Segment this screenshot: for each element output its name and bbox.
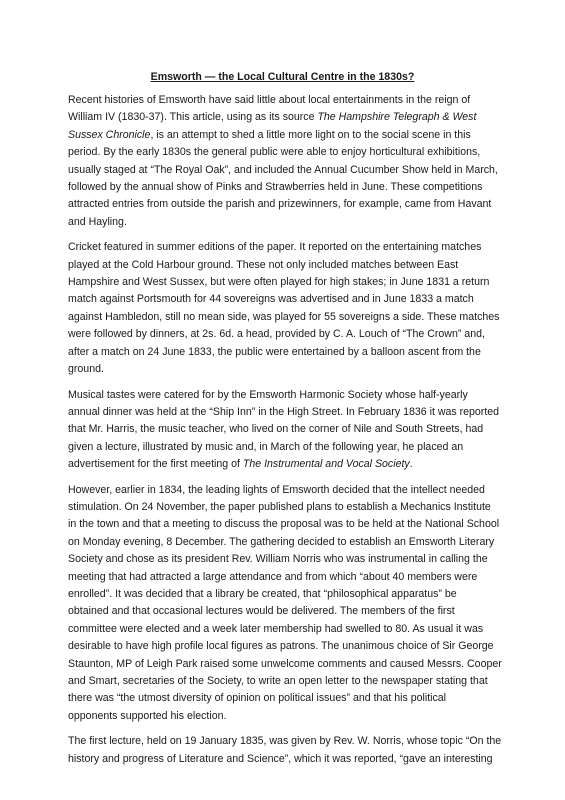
article-title: Emsworth — the Local Cultural Centre in the 1830s? [150, 71, 415, 83]
text-line [68, 344, 497, 361]
text-line [68, 92, 497, 109]
text-segment: usually staged at “The Royal Oak”, and included the Annual Cucumber Show held in March, [68, 163, 498, 176]
text-segment: after a match on 24 June 1833, the public were entertained by a balloon ascent from the [68, 345, 481, 358]
text-line [68, 439, 497, 456]
text-line [68, 239, 497, 256]
text-line [68, 708, 497, 725]
text-line [68, 516, 500, 533]
text-line [68, 127, 497, 144]
text-line [68, 274, 497, 291]
text-segment: , is an attempt to shed a little more light on to the social scene in this [150, 128, 471, 141]
paragraph [68, 387, 500, 474]
text-line [68, 144, 497, 161]
text-line [68, 326, 497, 343]
text-segment: However, earlier in 1834, the leading lights of Emsworth decided that the intellect needed [68, 483, 485, 496]
text-line [68, 421, 497, 438]
text-line [68, 551, 497, 568]
text-line [68, 638, 497, 655]
paragraph [68, 92, 497, 231]
text-line [68, 404, 500, 421]
text-segment: followed by the annual show of Pinks and Strawberries held in June. These competitions [68, 181, 483, 194]
text-line [68, 751, 497, 768]
paragraph [68, 482, 502, 726]
text-segment: obtained and that occasional lectures would be delivered. The members of the first [68, 605, 455, 618]
text-segment: Cricket featured in summer editions of the paper. It reported on the entertaining matches [68, 241, 482, 254]
text-segment: given a lecture, illustrated by music and, in March of the following year, he placed an [68, 440, 464, 453]
text-segment: that Mr. Harris, the music teacher, who lived on the corner of Nile and South Streets, had [68, 423, 484, 436]
text-segment: Musical tastes were catered for by the Emsworth Harmonic Society whose half-yearly [68, 388, 468, 401]
paragraph [68, 733, 502, 768]
text-line [68, 733, 502, 750]
text-segment: opponents supported his election. [68, 709, 227, 722]
text-line [68, 257, 497, 274]
text-segment: on Monday evening, 8 December. The gathering decided to establish an Emsworth Literary [68, 535, 495, 548]
text-line [68, 499, 497, 516]
article-body [68, 92, 502, 768]
text-line [68, 621, 497, 638]
text-line [68, 534, 497, 551]
text-segment: meeting that had attracted a large attendance and from which “about 40 members were [68, 570, 478, 583]
text-line [68, 603, 497, 620]
text-segment: committee were elected and a week later membership had swelled to 80. As usual it was [68, 622, 484, 635]
text-segment: Recent histories of Emsworth have said little about local entertainments in the reign of [68, 94, 471, 106]
text-segment: stimulation. On 24 November, the paper published plans to establish a Mechanics Institute [68, 500, 491, 513]
text-line [68, 569, 497, 586]
text-segment: and Smart, secretaries of the Society, to write an open letter to the newspaper stating that [68, 675, 488, 687]
text-segment: and Hayling. [68, 215, 127, 228]
text-line [68, 586, 497, 603]
text-segment: history and progress of Literature and Science”, which it was reported, “gave an interesting [68, 752, 493, 765]
text-segment: in the town and that a meeting to discuss the proposal was to be held at the National School [68, 518, 500, 531]
italic-title-text: The Instrumental and Vocal Society [242, 458, 410, 471]
text-segment: desirable to have high profile local figures as patrons. The unanimous choice of Sir George [68, 640, 494, 653]
text-line [68, 482, 497, 499]
text-segment: there was “the utmost diversity of opinion on political issues” and that his political [68, 692, 447, 705]
text-line [68, 162, 497, 179]
text-segment: . [409, 458, 413, 471]
text-segment: played at the Cold Harbour ground. These not only included matches between East [68, 258, 459, 271]
paragraph [68, 239, 500, 378]
text-line [68, 690, 497, 707]
text-segment: advertisement for the first meeting of [68, 458, 243, 471]
text-segment: William IV (1830-37). This article, using as its source [68, 111, 318, 124]
text-line [68, 179, 497, 196]
text-segment: ground. [68, 363, 104, 376]
italic-title-text: The Hampshire Telegraph & West [317, 111, 477, 124]
text-line [68, 109, 497, 126]
text-segment: annual dinner was held at the “Ship Inn” in the High Street. In February 1836 it was reported [68, 405, 500, 418]
text-line [68, 456, 497, 473]
text-segment: enrolled”. It was decided that a library be created, that “philosophical apparatus” be [68, 587, 457, 600]
text-segment: The first lecture, held on 19 January 1835, was given by Rev. W. Norris, whose topic “On the [68, 735, 502, 748]
text-line [68, 673, 497, 690]
text-line [68, 309, 500, 326]
text-line [68, 214, 497, 231]
text-segment: against Hambledon, still no mean side, was played for 55 sovereigns a side. These matches [68, 310, 500, 323]
text-segment: Staunton, MP of Leigh Park raised some unwelcome comments and caused Messrs. Cooper [68, 657, 502, 670]
text-line [68, 387, 497, 404]
text-line [68, 196, 497, 213]
text-segment: were followed by dinners, at 2s. 6d. a head, provided by C. A. Louch of “The Crown” and, [68, 328, 485, 341]
text-segment: Society and chose as its president Rev. William Norris who was instrumental in calling the [68, 553, 488, 566]
text-segment: attracted entries from outside the parish and prizewinners, for example, came from Havant [68, 198, 492, 211]
text-line [68, 656, 502, 673]
text-segment: Hampshire and West Sussex, but were often played for high stakes; in June 1831 a return [68, 276, 490, 289]
italic-title-text: Sussex Chronicle [68, 128, 151, 141]
text-segment: match against Portsmouth for 44 sovereigns was advertised and in June 1833 a match [68, 293, 474, 306]
text-segment: period. By the early 1830s the general public were able to enjoy horticultural exhibitions, [68, 146, 481, 159]
text-line [68, 291, 497, 308]
text-line [68, 361, 497, 378]
